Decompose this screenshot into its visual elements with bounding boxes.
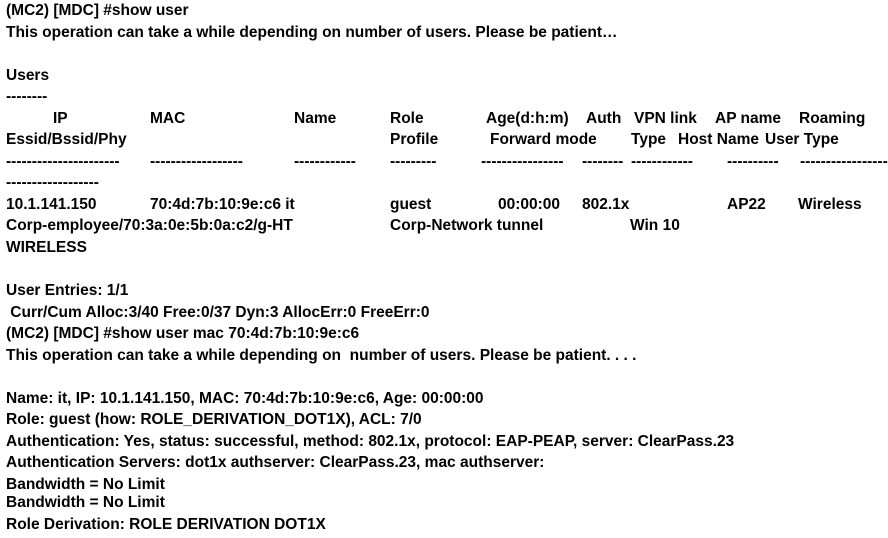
user-entries: User Entries: 1/1 (6, 282, 129, 299)
separator-roaming: ----------------- (800, 153, 888, 170)
header-profile: Profile (390, 131, 439, 148)
separator-ip: ---------------------- (6, 153, 120, 170)
cell-host-name: Win 10 (630, 217, 680, 234)
header-age: Age(d:h:m) (486, 110, 569, 127)
cell-auth: 802.1x (582, 196, 630, 213)
cell-role: guest (390, 196, 432, 213)
header-ip: IP (53, 110, 68, 127)
cell-ap-name: AP22 (727, 196, 766, 213)
detail-name-ip-mac: Name: it, IP: 10.1.141.150, MAC: 70:4d:7b:10:9e:c6, Age: 00:00:00 (6, 390, 484, 407)
cell-profile-forward-mode: Corp-Network tunnel (390, 217, 544, 234)
header-role: Role (390, 110, 424, 127)
header-type: Type (631, 131, 667, 148)
header-name: Name (294, 110, 337, 127)
header-vpn-link: VPN link (634, 110, 697, 127)
cell-age: 00:00:00 (498, 196, 561, 213)
header-user-type: User Type (765, 131, 839, 148)
detail-auth-servers: Authentication Servers: dot1x authserver: ClearPass.23, mac authserver: (6, 454, 545, 471)
command-line-show-user-mac: (MC2) [MDC] #show user mac 70:4d:7b:10:9e:c6 (6, 325, 360, 342)
separator-ap: ---------- (727, 153, 779, 170)
header-essid: Essid/Bssid/Phy (6, 131, 127, 148)
separator-mac: ------------------ (150, 153, 243, 170)
users-underline: -------- (6, 88, 48, 105)
header-forward-mode: Forward mode (490, 131, 597, 148)
separator-age: ---------------- (481, 153, 564, 170)
detail-bandwidth: Bandwidth = No Limit (6, 476, 165, 493)
cell-essid: Corp-employee/70:3a:0e:5b:0a:c2/g-HT (6, 217, 293, 234)
header-ap-name: AP name (715, 110, 782, 127)
detail-bandwidth-2: Bandwidth = No Limit (6, 494, 165, 511)
detail-role: Role: guest (how: ROLE_DERIVATION_DOT1X), ACL: 7/0 (6, 411, 422, 428)
alloc-stats: Curr/Cum Alloc:3/40 Free:0/37 Dyn:3 AllocErr:0 FreeErr:0 (6, 304, 430, 321)
cell-roaming: Wireless (798, 196, 862, 213)
command-line-show-user: (MC2) [MDC] #show user (6, 2, 189, 19)
detail-role-derivation: Role Derivation: ROLE DERIVATION DOT1X (6, 516, 326, 533)
detail-authentication: Authentication: Yes, status: successful, method: 802.1x, protocol: EAP-PEAP, server: ClearPass.23 (6, 433, 735, 450)
separator-role: --------- (390, 153, 437, 170)
header-roaming: Roaming (799, 110, 866, 127)
separator-name: ------------ (294, 153, 356, 170)
cell-ip: 10.1.141.150 (6, 196, 97, 213)
header-auth: Auth (586, 110, 622, 127)
separator-auth: -------- (582, 153, 624, 170)
cell-user-type: WIRELESS (6, 239, 87, 256)
header-host-name: Host Name (678, 131, 759, 148)
separator-vpn: ------------ (631, 153, 693, 170)
users-title: Users (6, 67, 50, 84)
separator-essid: ------------------ (6, 174, 99, 191)
cell-mac-name: 70:4d:7b:10:9e:c6 it (150, 196, 295, 213)
header-mac: MAC (150, 110, 186, 127)
patience-notice: This operation can take a while depending on number of users. Please be patient… (6, 24, 618, 41)
patience-notice-2: This operation can take a while depending on number of users. Please be patient. . . . (6, 347, 637, 364)
